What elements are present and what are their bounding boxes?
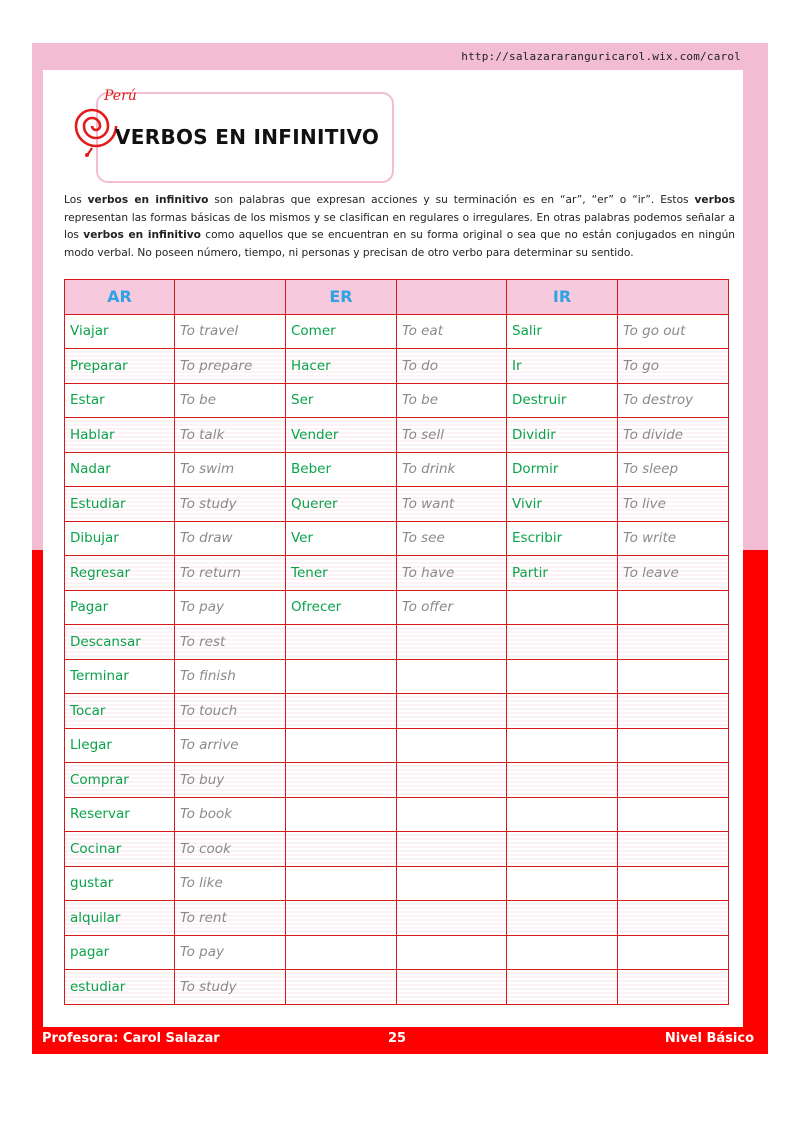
english-translation-cell: To go xyxy=(618,349,729,384)
table-row xyxy=(65,866,729,901)
table-row xyxy=(65,970,729,1005)
english-translation-cell xyxy=(397,694,507,729)
table-row xyxy=(65,901,729,936)
spanish-verb-cell: Ofrecer xyxy=(286,590,397,625)
table-row xyxy=(65,418,729,453)
english-translation-cell xyxy=(397,970,507,1005)
table-row xyxy=(65,590,729,625)
footer-teacher: Profesora: Carol Salazar xyxy=(42,1031,220,1046)
spanish-verb-cell: Terminar xyxy=(65,659,175,694)
english-translation-cell xyxy=(618,659,729,694)
spanish-verb-cell: pagar xyxy=(65,935,175,970)
spanish-verb-cell xyxy=(507,590,618,625)
english-translation-cell: To sleep xyxy=(618,452,729,487)
spanish-verb-cell: Reservar xyxy=(65,797,175,832)
table-row xyxy=(65,452,729,487)
english-translation-cell: To leave xyxy=(618,556,729,591)
english-translation-cell xyxy=(397,901,507,936)
spanish-verb-cell xyxy=(286,866,397,901)
spanish-verb-cell: Salir xyxy=(507,314,618,349)
website-url[interactable]: http://salazararanguricarol.wix.com/carol xyxy=(461,50,741,63)
spanish-verb-cell: Cocinar xyxy=(65,832,175,867)
english-translation-cell xyxy=(397,763,507,798)
english-translation-cell: To sell xyxy=(397,418,507,453)
spanish-verb-cell xyxy=(286,970,397,1005)
table-row xyxy=(65,314,729,349)
table-row xyxy=(65,625,729,660)
table-row xyxy=(65,556,729,591)
spanish-verb-cell xyxy=(507,832,618,867)
english-translation-cell: To destroy xyxy=(618,383,729,418)
english-translation-cell xyxy=(397,797,507,832)
english-translation-cell: To arrive xyxy=(175,728,286,763)
spanish-verb-cell xyxy=(286,901,397,936)
spanish-verb-cell: Tocar xyxy=(65,694,175,729)
spanish-verb-cell: Estar xyxy=(65,383,175,418)
english-translation-cell xyxy=(618,763,729,798)
header-cell: AR xyxy=(65,280,175,315)
english-translation-cell xyxy=(397,935,507,970)
spanish-verb-cell: Dibujar xyxy=(65,521,175,556)
spanish-verb-cell: Beber xyxy=(286,452,397,487)
footer-level: Nivel Básico xyxy=(664,1031,754,1046)
spanish-verb-cell: Tener xyxy=(286,556,397,591)
spanish-verb-cell xyxy=(286,832,397,867)
english-translation-cell: To talk xyxy=(175,418,286,453)
english-translation-cell: To cook xyxy=(175,832,286,867)
spanish-verb-cell: Descansar xyxy=(65,625,175,660)
english-translation-cell: To draw xyxy=(175,521,286,556)
table-row xyxy=(65,694,729,729)
english-translation-cell xyxy=(618,625,729,660)
english-translation-cell: To be xyxy=(175,383,286,418)
spanish-verb-cell: Comprar xyxy=(65,763,175,798)
spanish-verb-cell: Ver xyxy=(286,521,397,556)
english-translation-cell: To go out xyxy=(618,314,729,349)
table-row xyxy=(65,797,729,832)
english-translation-cell: To touch xyxy=(175,694,286,729)
spanish-verb-cell xyxy=(286,728,397,763)
spanish-verb-cell: Viajar xyxy=(65,314,175,349)
english-translation-cell xyxy=(618,901,729,936)
header-cell xyxy=(175,280,286,315)
spanish-verb-cell xyxy=(507,694,618,729)
english-translation-cell: To be xyxy=(397,383,507,418)
spanish-verb-cell xyxy=(286,659,397,694)
table-row xyxy=(65,659,729,694)
english-translation-cell: To return xyxy=(175,556,286,591)
english-translation-cell: To rent xyxy=(175,901,286,936)
spanish-verb-cell xyxy=(507,728,618,763)
table-row xyxy=(65,935,729,970)
table-row xyxy=(65,487,729,522)
table-row xyxy=(65,521,729,556)
english-translation-cell: To drink xyxy=(397,452,507,487)
english-translation-cell: To pay xyxy=(175,935,286,970)
english-translation-cell xyxy=(618,694,729,729)
header-cell xyxy=(618,280,729,315)
english-translation-cell: To buy xyxy=(175,763,286,798)
spanish-verb-cell: Estudiar xyxy=(65,487,175,522)
spanish-verb-cell xyxy=(507,970,618,1005)
spanish-verb-cell: Hacer xyxy=(286,349,397,384)
english-translation-cell xyxy=(618,832,729,867)
english-translation-cell xyxy=(618,728,729,763)
table-row xyxy=(65,763,729,798)
spanish-verb-cell: Regresar xyxy=(65,556,175,591)
table-row xyxy=(65,832,729,867)
english-translation-cell: To book xyxy=(175,797,286,832)
spanish-verb-cell xyxy=(507,625,618,660)
spanish-verb-cell: estudiar xyxy=(65,970,175,1005)
english-translation-cell xyxy=(397,659,507,694)
spanish-verb-cell xyxy=(507,866,618,901)
spanish-verb-cell: Partir xyxy=(507,556,618,591)
english-translation-cell: To write xyxy=(618,521,729,556)
spanish-verb-cell xyxy=(507,763,618,798)
spanish-verb-cell: Vivir xyxy=(507,487,618,522)
english-translation-cell xyxy=(397,866,507,901)
spanish-verb-cell: Dividir xyxy=(507,418,618,453)
english-translation-cell: To prepare xyxy=(175,349,286,384)
table-body xyxy=(65,314,729,1004)
spanish-verb-cell xyxy=(507,659,618,694)
english-translation-cell: To finish xyxy=(175,659,286,694)
header-cell: ER xyxy=(286,280,397,315)
spanish-verb-cell: Ir xyxy=(507,349,618,384)
verbs-table xyxy=(64,279,729,1005)
english-translation-cell: To want xyxy=(397,487,507,522)
spanish-verb-cell xyxy=(507,797,618,832)
english-translation-cell: To study xyxy=(175,970,286,1005)
table-row xyxy=(65,728,729,763)
english-translation-cell: To study xyxy=(175,487,286,522)
intro-paragraph: Los verbos en infinitivo son palabras que expresan acciones y su terminación es en “ar”, “er” o “ir”. Estos verbos representan las formas básicas de los mismos y se clasifican en regulares o irregulares. En otras palabras podemos señalar a los verbos en infinitivo como aquellos que se encuentran en su forma original o sea que no están conjugados en ningún modo verbal. No poseen número, tiempo, ni personas y precisan de otro verbo para determinar su sentido. xyxy=(64,194,736,259)
page-title: VERBOS EN INFINITIVO xyxy=(115,125,380,149)
spanish-verb-cell xyxy=(286,797,397,832)
spanish-verb-cell: Ser xyxy=(286,383,397,418)
english-translation-cell xyxy=(618,797,729,832)
spanish-verb-cell xyxy=(286,763,397,798)
logo-text: Perú xyxy=(104,88,137,104)
english-translation-cell: To pay xyxy=(175,590,286,625)
spanish-verb-cell: Destruir xyxy=(507,383,618,418)
spanish-verb-cell: Vender xyxy=(286,418,397,453)
spanish-verb-cell: alquilar xyxy=(65,901,175,936)
english-translation-cell: To have xyxy=(397,556,507,591)
english-translation-cell: To eat xyxy=(397,314,507,349)
spanish-verb-cell: Nadar xyxy=(65,452,175,487)
spanish-verb-cell: Pagar xyxy=(65,590,175,625)
english-translation-cell: To live xyxy=(618,487,729,522)
english-translation-cell xyxy=(618,866,729,901)
spanish-verb-cell: Dormir xyxy=(507,452,618,487)
spanish-verb-cell xyxy=(507,901,618,936)
english-translation-cell xyxy=(397,832,507,867)
spanish-verb-cell xyxy=(286,694,397,729)
english-translation-cell: To swim xyxy=(175,452,286,487)
spanish-verb-cell: Querer xyxy=(286,487,397,522)
spanish-verb-cell: Preparar xyxy=(65,349,175,384)
spanish-verb-cell xyxy=(286,935,397,970)
english-translation-cell xyxy=(618,935,729,970)
english-translation-cell: To see xyxy=(397,521,507,556)
spanish-verb-cell: Comer xyxy=(286,314,397,349)
spanish-verb-cell: Llegar xyxy=(65,728,175,763)
english-translation-cell: To offer xyxy=(397,590,507,625)
english-translation-cell: To divide xyxy=(618,418,729,453)
table-row xyxy=(65,383,729,418)
english-translation-cell xyxy=(618,590,729,625)
spanish-verb-cell: Hablar xyxy=(65,418,175,453)
spanish-verb-cell xyxy=(507,935,618,970)
header-cell xyxy=(397,280,507,315)
english-translation-cell: To travel xyxy=(175,314,286,349)
header-cell: IR xyxy=(507,280,618,315)
table-header-row xyxy=(65,280,729,315)
english-translation-cell: To rest xyxy=(175,625,286,660)
spanish-verb-cell: gustar xyxy=(65,866,175,901)
english-translation-cell: To do xyxy=(397,349,507,384)
english-translation-cell xyxy=(618,970,729,1005)
table-row xyxy=(65,349,729,384)
english-translation-cell xyxy=(397,728,507,763)
spanish-verb-cell: Escribir xyxy=(507,521,618,556)
english-translation-cell: To like xyxy=(175,866,286,901)
footer-page-number: 25 xyxy=(388,1031,407,1046)
english-translation-cell xyxy=(397,625,507,660)
spanish-verb-cell xyxy=(286,625,397,660)
